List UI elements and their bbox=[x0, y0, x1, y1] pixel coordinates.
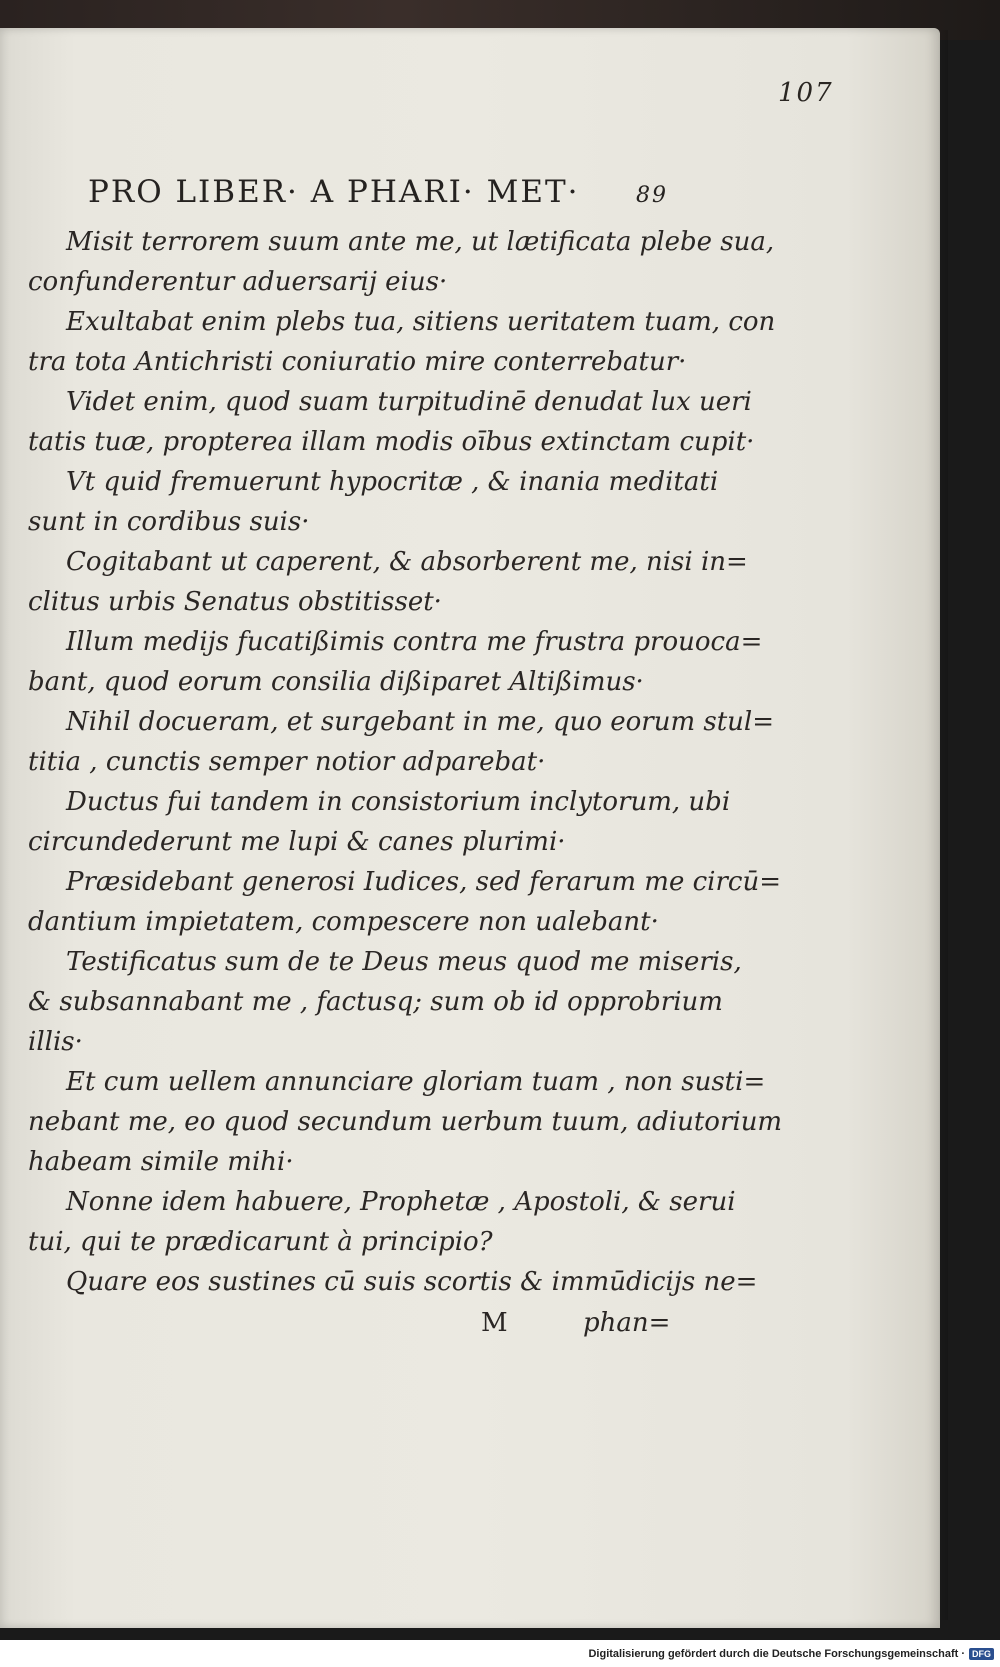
text-line: bant, quod eorum consilia dißiparet Altißimus· bbox=[28, 667, 644, 697]
text-line: tui, qui te prædicarunt à principio? bbox=[28, 1227, 493, 1257]
text-line: Vt quid fremuerunt hypocritæ , & inania meditati bbox=[66, 467, 719, 497]
text-line: illis· bbox=[28, 1027, 83, 1057]
text-line: nebant me, eo quod secundum uerbum tuum, adiutorium bbox=[28, 1107, 783, 1137]
verse bbox=[28, 862, 781, 942]
text-line: Nihil docueram, et surgebant in me, quo eorum stul= bbox=[66, 707, 775, 737]
text-line: Quare eos sustines cū suis scortis & immūdicijs ne= bbox=[66, 1267, 758, 1297]
text-line: Videt enim, quod suam turpitudinē denudat lux ueri bbox=[66, 387, 752, 417]
text-line: Et cum uellem annunciare gloriam tuam , non susti= bbox=[66, 1067, 766, 1097]
digitization-credit-bar bbox=[0, 1640, 1000, 1667]
text-line: tatis tuæ, propterea illam modis oībus extinctam cupit· bbox=[28, 427, 755, 457]
text-line: titia , cunctis semper notior adparebat· bbox=[28, 747, 546, 777]
page-footer-line bbox=[28, 1308, 671, 1348]
verse bbox=[28, 462, 719, 542]
text-line: Præsidebant generosi Iudices, sed ferarum me circū= bbox=[66, 867, 781, 897]
text-line: tra tota Antichristi coniuratio mire conterrebatur· bbox=[28, 347, 687, 377]
page-number: 89 bbox=[636, 183, 668, 208]
page-edge-shadow bbox=[938, 30, 948, 1620]
body-text bbox=[28, 222, 783, 1302]
verse bbox=[28, 382, 755, 462]
handwritten-foliation: 107 bbox=[778, 78, 834, 108]
running-head-title: PRO LIBER· A PHARI· MET· bbox=[88, 174, 580, 210]
verse bbox=[28, 782, 731, 862]
text-line: Exultabat enim plebs tua, sitiens ueritatem tuam, con bbox=[66, 307, 776, 337]
text-line: Cogitabant ut caperent, & absorberent me, nisi in= bbox=[66, 547, 748, 577]
verse bbox=[28, 222, 775, 302]
verse bbox=[28, 302, 776, 382]
text-line: Ductus fui tandem in consistorium inclytorum, ubi bbox=[66, 787, 731, 817]
text-line: Illum medijs fucatißimis contra me frustra prouoca= bbox=[66, 627, 763, 657]
running-head bbox=[88, 174, 668, 210]
text-line: Nonne idem habuere, Prophetæ , Apostoli, & serui bbox=[66, 1187, 736, 1217]
text-line: confunderentur aduersarij eius· bbox=[28, 267, 448, 297]
verse bbox=[28, 622, 763, 702]
text-line: habeam simile mihi· bbox=[28, 1147, 294, 1177]
text-line: clitus urbis Senatus obstitisset· bbox=[28, 587, 442, 617]
verse bbox=[28, 542, 748, 622]
verse bbox=[28, 702, 775, 782]
signature-mark: M bbox=[481, 1308, 508, 1338]
text-line: Misit terrorem suum ante me, ut lætificata plebe sua, bbox=[66, 227, 775, 257]
verse bbox=[28, 1182, 736, 1262]
verse bbox=[28, 1262, 758, 1302]
text-line: sunt in cordibus suis· bbox=[28, 507, 310, 537]
verse bbox=[28, 942, 742, 1062]
digitization-credit: Digitalisierung gefördert durch die Deutsche Forschungsgemeinschaft · bbox=[588, 1647, 965, 1660]
dfg-logo-icon: DFG bbox=[969, 1648, 994, 1660]
text-line: dantium impietatem, compescere non ualebant· bbox=[28, 907, 659, 937]
text-line: & subsannabant me , factusq; sum ob id opprobrium bbox=[28, 987, 723, 1017]
catchword: phan= bbox=[583, 1308, 671, 1338]
text-line: circundederunt me lupi & canes plurimi· bbox=[28, 827, 566, 857]
verse bbox=[28, 1062, 783, 1182]
text-line: Testificatus sum de te Deus meus quod me miseris, bbox=[66, 947, 742, 977]
